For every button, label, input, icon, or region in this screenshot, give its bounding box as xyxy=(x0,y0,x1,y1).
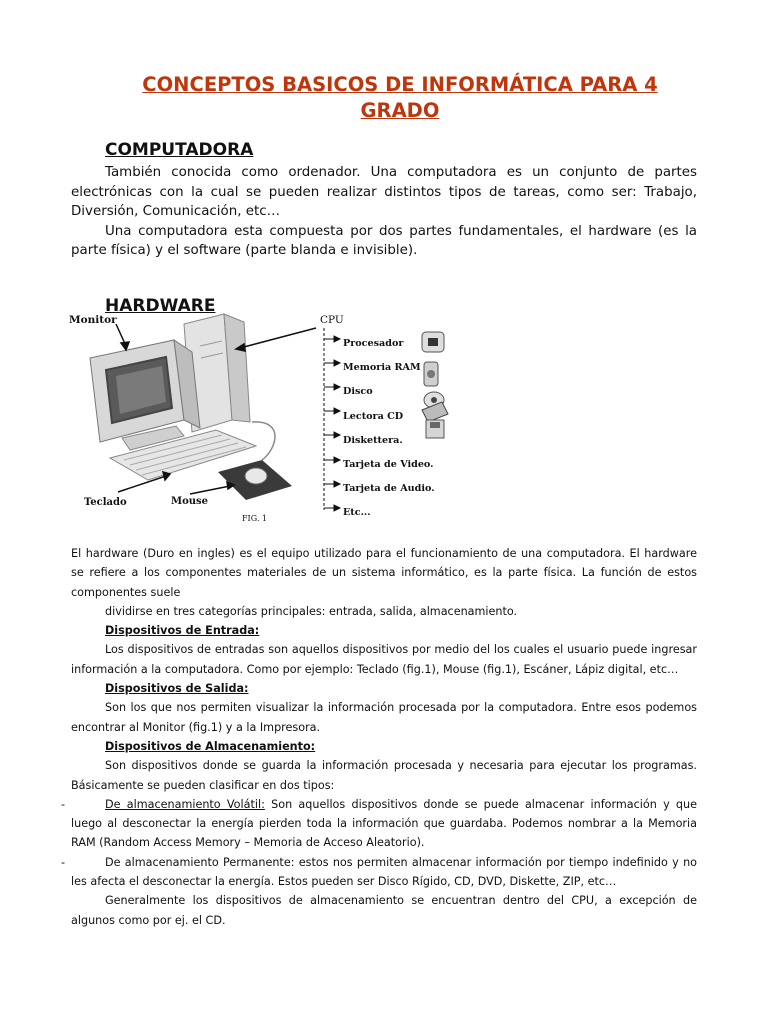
hardware-figure xyxy=(66,310,456,530)
permanente-item xyxy=(61,853,697,892)
almacenamiento-closing: Generalmente los dispositivos de almacenamiento se encuentran dentro del CPU, a excepción de algunos como por ej. el CD. xyxy=(71,894,697,927)
hardware-heading: HARDWARE xyxy=(105,296,216,316)
label-fig: FIG. 1 xyxy=(242,514,267,523)
cpu-item: Lectora CD xyxy=(343,410,404,422)
label-teclado: Teclado xyxy=(84,497,127,508)
cpu-item: Procesador xyxy=(343,338,404,349)
computadora-heading: COMPUTADORA xyxy=(105,140,254,160)
hardware-body xyxy=(61,544,698,930)
volatil-item xyxy=(61,795,698,853)
volatil-text: Son aquellos dispositivos donde se puede almacenar información y que luego al desconectar la energía pierden toda la información que guardaba. Podemos nombrar a la Memoria RAM (Random Access Memory – Memoria de Acceso Aleatorio). xyxy=(71,797,698,850)
computadora-section xyxy=(71,163,697,261)
cpu-item: Tarjeta de Video. xyxy=(343,459,434,471)
entrada-text: Los dispositivos de entradas son aquellos dispositivos por medio del los cuales el usuario puede ingresar información a la computadora. Como por ejemplo: Teclado (fig.1), Mouse (fig.1), Escáner, Lápiz digital, etc… xyxy=(71,643,697,676)
salida-heading: Dispositivos de Salida: xyxy=(105,682,249,696)
computadora-paragraph-1: También conocida como ordenador. Una computadora es un conjunto de partes electrónicas con la cual se pueden realizar distintos tipos de tareas, como ser: Trabajo, Diversión, Comunicación, etc… xyxy=(71,165,697,219)
permanente-text: De almacenamiento Permanente: estos nos permiten almacenar información por tiempo indefinido y no les afecta el desconectar la energía. Estos pueden ser Disco Rígido, CD, DVD, Diskette, ZIP, etc… xyxy=(71,855,697,889)
entrada-heading: Dispositivos de Entrada: xyxy=(105,624,260,638)
label-monitor: Monitor xyxy=(69,314,117,326)
page-title xyxy=(100,72,700,124)
label-cpu: CPU xyxy=(320,314,344,326)
label-mouse: Mouse xyxy=(171,496,209,507)
hardware-intro-line-1: El hardware (Duro en ingles) es el equipo utilizado para el funcionamiento de una computadora. El hardware xyxy=(71,547,697,560)
title-line-1: CONCEPTOS BASICOS DE INFORMÁTICA PARA 4 xyxy=(142,73,658,96)
cpu-item: Diskettera. xyxy=(343,434,403,446)
almacenamiento-heading: Dispositivos de Almacenamiento: xyxy=(105,739,316,753)
cpu-item: Tarjeta de Audio. xyxy=(343,483,435,495)
hardware-intro-line-3: componentes suele xyxy=(71,585,181,599)
volatil-label: De almacenamiento Volátil: xyxy=(105,797,265,811)
cpu-item: Disco xyxy=(343,386,373,398)
cpu-item-list xyxy=(343,332,435,526)
cpu-item: Etc... xyxy=(343,507,371,519)
almacenamiento-text: Son dispositivos donde se guarda la información procesada y necesaria para ejecutar los programas. Básicamente se pueden clasificar en dos tipos: xyxy=(71,759,697,792)
salida-text: Son los que nos permiten visualizar la información procesada por la computadora. Entre esos podemos encontrar al Monitor (fig.1) y a la Impresora. xyxy=(71,701,697,734)
cpu-item: Memoria RAM xyxy=(343,362,421,374)
hardware-intro-line-4: dividirse en tres categorías principales: entrada, salida, almacenamiento. xyxy=(105,604,518,618)
computadora-paragraph-2: Una computadora esta compuesta por dos partes fundamentales, el hardware (es la parte física) y el software (parte blanda e invisible). xyxy=(71,223,697,258)
hardware-intro-line-2: se refiere a los componentes materiales de un sistema informático, es la parte física. La función de estos xyxy=(71,566,697,580)
title-line-2: GRADO xyxy=(360,99,440,122)
bullet-dash: - xyxy=(61,797,66,811)
bullet-dash: - xyxy=(61,855,66,869)
